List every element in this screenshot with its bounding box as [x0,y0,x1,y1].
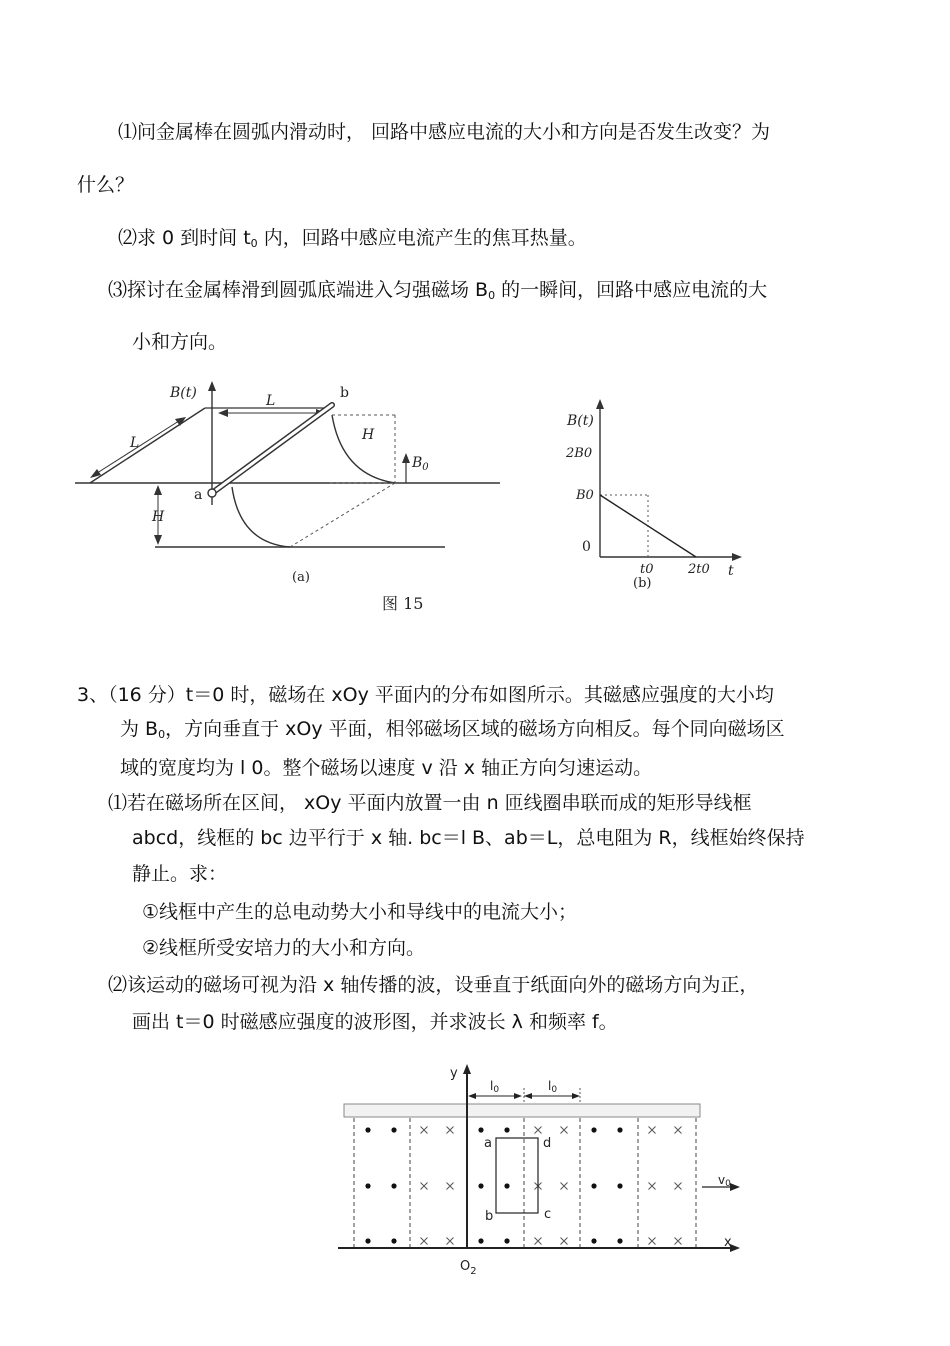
q3-line2 [120,717,785,744]
field-dot-out [391,1183,396,1188]
field-cross-in [561,1238,568,1245]
q2-part2-sub: 0 [250,237,258,250]
panel-a-point-b: b [340,385,349,401]
panel-a-point-a: a [194,487,203,503]
magnetic-field-figure [330,1058,750,1288]
field-width-l-2: l [548,1079,552,1093]
field-dot-out [504,1238,509,1243]
field-dot-out [478,1183,483,1188]
q3-line3: 域的宽度均为 l 0。整个磁场以速度 v 沿 x 轴正方向匀速运动。 [120,757,653,779]
q2-part3-line1 [108,278,767,305]
field-cross-in [447,1238,454,1245]
field-cross-in [535,1127,542,1134]
field-cross-in [675,1127,682,1134]
velocity-sub: 0 [725,1179,731,1189]
field-width-label-2 [548,1079,557,1095]
q3-part2-line2: 画出 t＝0 时磁感应强度的波形图，并求波长 λ 和频率 f。 [132,1011,618,1033]
field-dot-out [591,1238,596,1243]
panel-a-height-right: H [362,427,375,443]
field-dot-out [478,1238,483,1243]
q3-line2-sub: 0 [158,728,166,741]
panel-b-y-label: B(t) [567,413,594,429]
corner-c: c [544,1207,552,1222]
q2-part3-suffix: 的一瞬间，回路中感应电流的大 [495,279,768,301]
panel-a-b0-label: B [412,455,423,471]
figure-15-panel-b [565,399,742,591]
field-dot-out [391,1127,396,1132]
field-dot-out [365,1183,370,1188]
field-y-label: y [450,1066,458,1081]
panel-b-ytick-2b0: 2B0 [566,446,593,461]
panel-a-length-top: L [266,393,276,409]
field-dot-out [617,1183,622,1188]
field-cross-in [447,1183,454,1190]
field-width-l-1: l [490,1079,494,1093]
field-dot-out [591,1127,596,1132]
field-dot-out [365,1238,370,1243]
panel-a-b0 [411,455,429,473]
panel-b-x-label: t [728,563,734,579]
q2-part2-prefix: ⑵求 0 到时间 t [118,227,251,249]
wire-frame-abcd [496,1138,538,1213]
panel-a-label: (a) [292,570,310,585]
field-origin-sub: 2 [470,1266,477,1277]
field-width-sub-1: 0 [493,1085,500,1095]
q2-part2-suffix: 内，回路中感应电流产生的焦耳热量。 [257,227,587,249]
field-x-label: x [724,1235,732,1250]
field-cross-in [675,1183,682,1190]
field-origin-label: O [460,1259,471,1274]
q3-item1: ①线框中产生的总电动势大小和导线中的电流大小； [142,901,578,923]
velocity-label [718,1173,731,1189]
velocity-v: v [718,1173,726,1187]
q2-part3-line2: 小和方向。 [132,331,228,353]
panel-b-xtick-2t0: 2t0 [688,562,710,577]
field-dot-out [617,1238,622,1243]
field-cross-in [649,1183,656,1190]
q3-part2-line1: ⑵该运动的磁场可视为沿 x 轴传播的波，设垂直于纸面向外的磁场方向为正， [108,974,759,996]
field-dot-out [591,1183,596,1188]
field-origin [460,1259,477,1277]
field-dot-out [617,1127,622,1132]
q2-part2 [118,226,587,253]
panel-b-series-line [600,495,696,557]
field-dot-out [504,1127,509,1132]
panel-b-ytick-b0: B0 [576,488,594,503]
q2-part1-line2: 什么？ [77,174,135,196]
q3-part1-line2: abcd，线框的 bc 边平行于 x 轴. bc＝l B、ab＝L，总电阻为 R，线框始终保持 [132,827,805,849]
q3-line2-prefix: 为 B [120,718,159,740]
panel-a-length-left: L [130,435,140,451]
field-cross-in [421,1238,428,1245]
field-cross-in [421,1183,428,1190]
field-dot-out [365,1127,370,1132]
field-cross-in [561,1127,568,1134]
q2-part3-prefix: ⑶探讨在金属棒滑到圆弧底端进入匀强磁场 B [108,279,489,301]
q3-part1-line1: ⑴若在磁场所在区间， xOy 平面内放置一由 n 匝线圈串联而成的矩形导线框 [108,792,752,814]
q3-line2-suffix: ，方向垂直于 xOy 平面，相邻磁场区域的磁场方向相反。每个同向磁场区 [165,718,785,740]
corner-d: d [543,1136,552,1151]
q3-line1: 3、（16 分）t＝0 时，磁场在 xOy 平面内的分布如图所示。其磁感应强度的大小均 [77,684,774,706]
field-cross-in [447,1127,454,1134]
field-width-sub-2: 0 [551,1085,558,1095]
corner-a: a [484,1136,492,1151]
panel-a-b0-sub: 0 [422,462,429,473]
field-cross-in [561,1183,568,1190]
panel-a-bt-label: B(t) [170,385,197,401]
field-cross-in [649,1238,656,1245]
field-dot-out [504,1183,509,1188]
field-cross-in [421,1127,428,1134]
q2-part1-line1: ⑴问金属棒在圆弧内滑动时， 回路中感应电流的大小和方向是否发生改变？为 [118,121,771,143]
field-cross-in [535,1238,542,1245]
figure-15-panel-a [75,381,500,613]
field-cross-in [649,1127,656,1134]
q3-part1-line3: 静止。求： [132,863,228,885]
field-cross-in [675,1238,682,1245]
field-width-label-1 [490,1079,499,1095]
figure-15-caption: 图 15 [382,594,424,613]
field-dot-out [391,1238,396,1243]
panel-b-label: (b) [633,576,652,591]
panel-b-origin: 0 [582,539,591,555]
q2-part3-sub: 0 [488,289,496,302]
figure-15 [70,375,770,620]
panel-b-xtick-t0: t0 [640,562,654,577]
panel-a-height-left: H [152,509,165,525]
q3-item2: ②线框所受安培力的大小和方向。 [142,937,426,959]
corner-b: b [485,1209,494,1224]
field-dot-out [478,1127,483,1132]
